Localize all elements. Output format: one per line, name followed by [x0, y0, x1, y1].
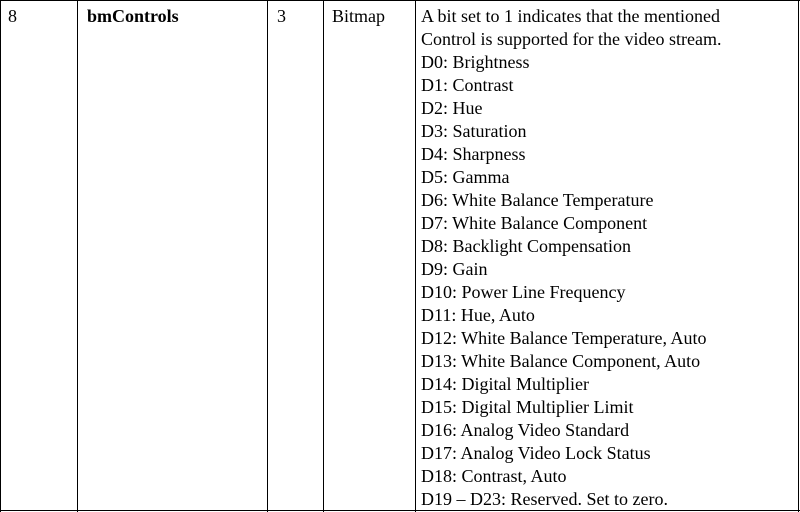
size-cell: 3 — [277, 6, 286, 26]
column-border-size — [323, 0, 324, 512]
bit-item: D7: White Balance Component — [421, 213, 648, 233]
description-cell — [421, 5, 797, 511]
bit-item: D10: Power Line Frequency — [421, 282, 626, 302]
description-line: Control is supported for the video stream. — [421, 29, 722, 49]
bit-item: D5: Gamma — [421, 167, 510, 187]
bit-item: D13: White Balance Component, Auto — [421, 351, 701, 371]
offset-cell: 8 — [8, 6, 17, 26]
bit-item: D18: Contrast, Auto — [421, 466, 567, 486]
bit-item: D19 – D23: Reserved. Set to zero. — [421, 489, 668, 509]
bit-item: D12: White Balance Temperature, Auto — [421, 328, 707, 348]
bit-item: D17: Analog Video Lock Status — [421, 443, 651, 463]
bit-item: D15: Digital Multiplier Limit — [421, 397, 634, 417]
bit-item: D3: Saturation — [421, 121, 527, 141]
bit-item: D1: Contrast — [421, 75, 514, 95]
column-border-field — [267, 0, 268, 512]
bit-item: D11: Hue, Auto — [421, 305, 535, 325]
field-name-cell: bmControls — [87, 6, 179, 26]
column-border-type — [415, 0, 416, 512]
bit-item: D0: Brightness — [421, 52, 530, 72]
bit-item: D14: Digital Multiplier — [421, 374, 589, 394]
bit-item: D6: White Balance Temperature — [421, 190, 654, 210]
description-line: A bit set to 1 indicates that the mentioned — [421, 6, 720, 26]
column-border-offset — [77, 0, 78, 512]
bit-item: D2: Hue — [421, 98, 483, 118]
bit-item: D8: Backlight Compensation — [421, 236, 631, 256]
bit-item: D16: Analog Video Standard — [421, 420, 630, 440]
top-border — [0, 0, 800, 1]
column-border-left — [0, 0, 1, 512]
control-bit-list — [421, 51, 797, 511]
value-type-cell: Bitmap — [332, 6, 385, 26]
column-border-right — [798, 0, 799, 512]
bit-item: D9: Gain — [421, 259, 488, 279]
bit-item: D4: Sharpness — [421, 144, 526, 164]
